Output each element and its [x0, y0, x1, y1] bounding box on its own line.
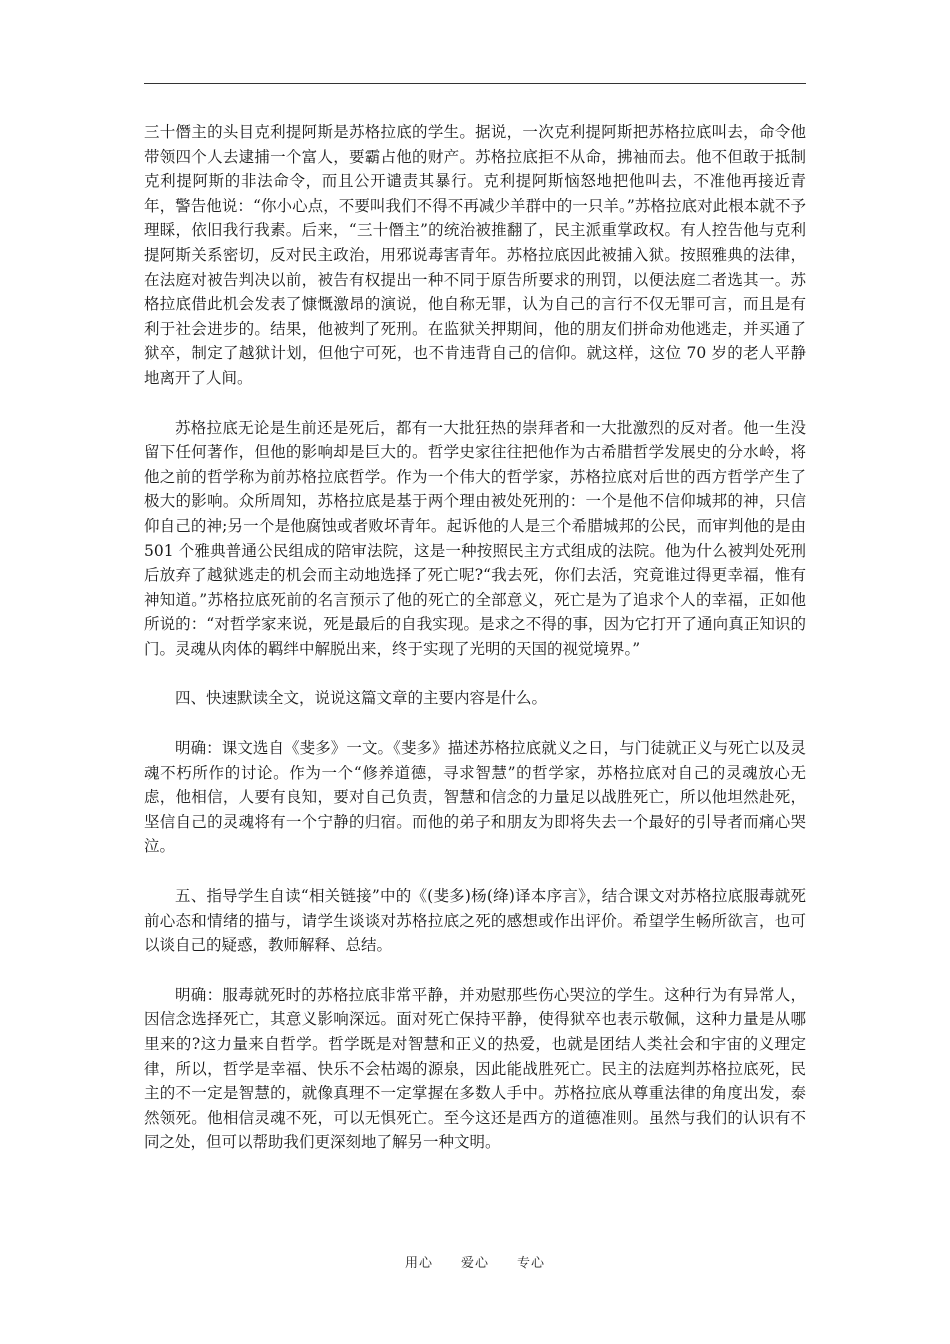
paragraph-gap [144, 958, 806, 983]
task-five-heading: 五、指导学生自读“相关链接”中的《(斐多)杨(绛)译本序言》，结合课文对苏格拉底服毒就死前心态和情绪的描与，请学生谈谈对苏格拉底之死的感想或作出评价。希望学生畅所欲言，也可以谈自己的疑惑，教师解释、总结。 [144, 887, 806, 955]
paragraph-gap [144, 859, 806, 884]
paragraph-socrates-influence: 苏格拉底无论是生前还是死后，都有一大批狂热的崇拜者和一大批激烈的反对者。他一生没留下任何著作，但他的影响却是巨大的。哲学史家往往把他作为古希腊哲学发展史的分水岭，将他之前的哲学称为前苏格拉底哲学。作为一个伟大的哲学家，苏格拉底对后世的西方哲学产生了极大的影响。众所周知，苏格拉底是基于两个理由被处死刑的：一个是他不信仰城邦的神，只信仰自己的神;另一个是他腐蚀或者败坏青年。起诉他的人是三个希腊城邦的公民，而审判他的是由 501 个雅典普通公民组成的陪审法院，这是一种按照民主方式组成的法院。他为什么被判处死刑后放弃了越狱逃走的机会而主动地选择了死亡呢?“我去死，你们去活，究竟谁过得更幸福，惟有神知道。”苏格拉底死前的名言预示了他的死亡的全部意义，死亡是为了追求个人的幸福，正如他所说的：“对哲学家来说，死是最后的自我实现。是求之不得的事，因为它打开了通向真正知识的门。灵魂从肉体的羁绊中解脱出来，终于实现了光明的天国的视觉境界。” [144, 418, 806, 658]
paragraph-gap [144, 661, 806, 686]
paragraph-gap [144, 711, 806, 736]
paragraph-gap [144, 391, 806, 416]
header-rule [144, 83, 806, 84]
task-four-answer: 明确：课文选自《斐多》一文。《斐多》描述苏格拉底就义之日，与门徒就正义与死亡以及灵魂不朽所作的讨论。作为一个“修养道德，寻求智慧”的哲学家，苏格拉底对自己的灵魂放心无虑，他相信，人要有良知，要对自己负责，智慧和信念的力量足以战胜死亡，所以他坦然赴死，坚信自己的灵魂将有一个宁静的归宿。而他的弟子和朋友为即将失去一个最好的引导者而痛心哭泣。 [144, 739, 806, 856]
document-body [144, 120, 806, 1155]
task-five-answer: 明确：服毒就死时的苏格拉底非常平静，并劝慰那些伤心哭泣的学生。这种行为有异常人，因信念选择死亡，其意义影响深远。面对死亡保持平静，使得狱卒也表示敬佩，这种力量是从哪里来的?这力量来自哲学。哲学既是对智慧和正义的热爱，也就是团结人类社会和宇宙的义理定律，所以，哲学是幸福、快乐不会枯竭的源泉，因此能战胜死亡。民主的法庭判苏格拉底死，民主的不一定是智慧的，就像真理不一定掌握在多数人手中。苏格拉底从尊重法律的角度出发，泰然领死。他相信灵魂不死，可以无惧死亡。至今这还是西方的道德准则。虽然与我们的认识有不同之处，但可以帮助我们更深刻地了解另一种文明。 [144, 985, 806, 1152]
task-four-heading: 四、快速默读全文，说说这篇文章的主要内容是什么。 [175, 689, 548, 708]
page-footer: 用心 爱心 专心 [404, 1256, 545, 1271]
paragraph-socrates-trial: 三十僭主的头目克利提阿斯是苏格拉底的学生。据说，一次克利提阿斯把苏格拉底叫去，命令他带领四个人去逮捕一个富人，要霸占他的财产。苏格拉底拒不从命，拂袖而去。他不但敢于抵制克利提阿斯的非法命令，而且公开谴责其暴行。克利提阿斯恼怒地把他叫去，不准他再接近青年，警告他说：“你小心点，不要叫我们不得不再减少羊群中的一只羊。”苏格拉底对此根本就不予理睬，依旧我行我素。后来，“三十僭主”的统治被推翻了，民主派重掌政权。有人控告他与克利提阿斯关系密切，反对民主政治，用邪说毒害青年。苏格拉底因此被捕入狱。按照雅典的法律，在法庭对被告判决以前，被告有权提出一种不同于原告所要求的刑罚，以便法庭二者选其一。苏格拉底借此机会发表了慷慨激昂的演说，他自称无罪，认为自己的言行不仅无罪可言，而且是有利于社会进步的。结果，他被判了死刑。在监狱关押期间，他的朋友们拼命劝他逃走，并买通了狱卒，制定了越狱计划，但他宁可死，也不肯违背自己的信仰。就这样，这位 70 岁的老人平静地离开了人间。 [144, 123, 806, 387]
